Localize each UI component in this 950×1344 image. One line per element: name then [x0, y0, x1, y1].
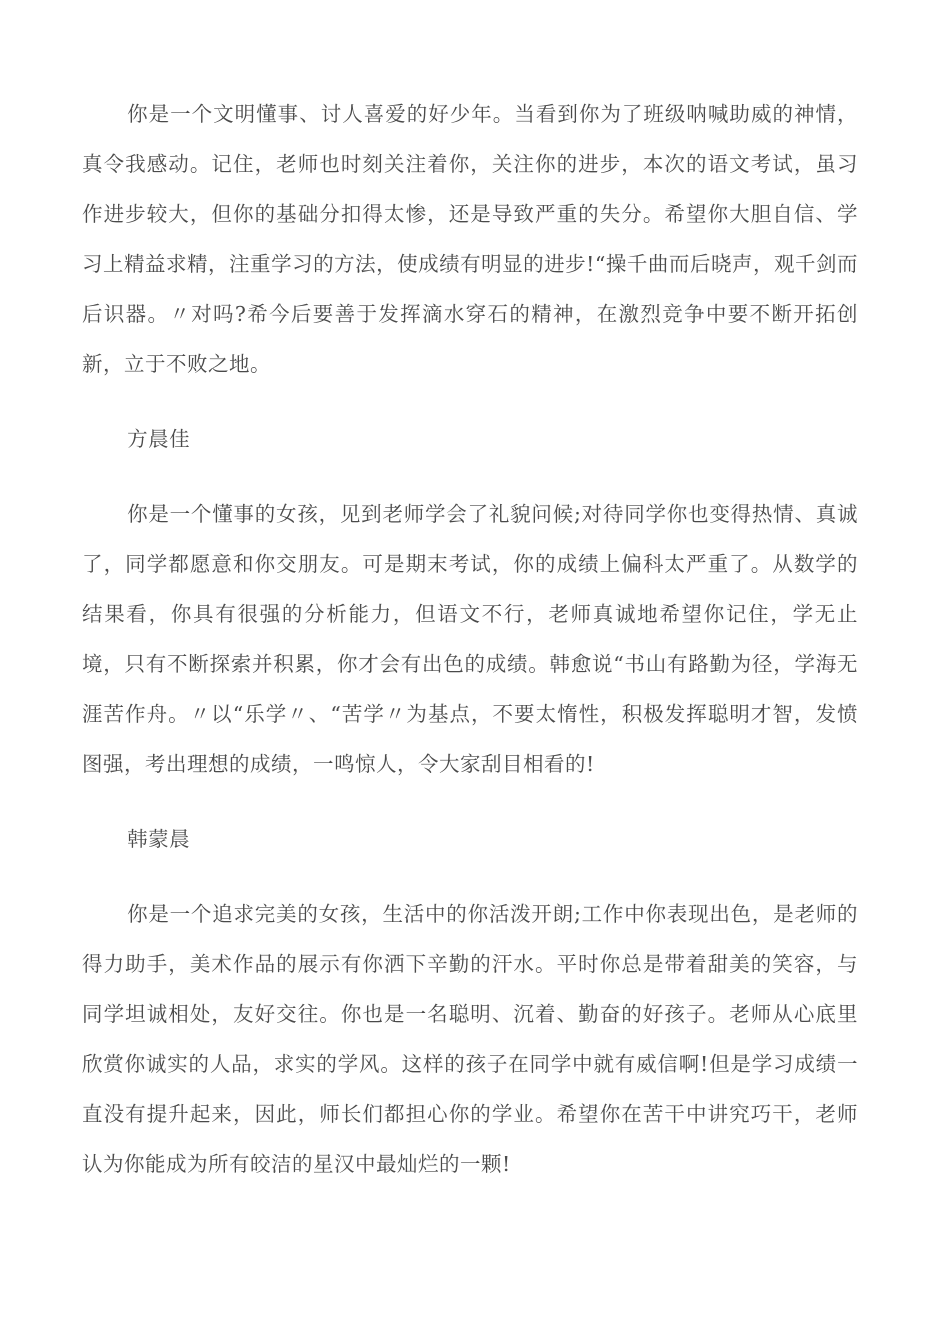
- comment-paragraph-3: 你是一个追求完美的女孩，生活中的你活泼开朗;工作中你表现出色，是老师的得力助手，美术作品的展示有你洒下辛勤的汗水。平时你总是带着甜美的笑容，与同学坦诚相处，友好交往。你也是一名聪明、沉着、勤奋的好孩子。老师从心底里欣赏你诚实的人品，求实的学风。这样的孩子在同学中就有威信啊!但是学习成绩一直没有提升起来，因此，师长们都担心你的学业。希望你在苦干中讲究巧干，老师认为你能成为所有皎洁的星汉中最灿烂的一颗!: [82, 902, 858, 1176]
- document-page: [82, 89, 858, 1189]
- paragraph-spacer: [82, 864, 858, 889]
- comment-paragraph-2: 你是一个懂事的女孩，见到老师学会了礼貌问候;对待同学你也变得热情、真诚了，同学都愿意和你交朋友。可是期末考试，你的成绩上偏科太严重了。从数学的结果看，你具有很强的分析能力，但语文不行，老师真诚地希望你记住，学无止境，只有不断探索并积累，你才会有出色的成绩。韩愈说“书山有路勤为径，学海无涯苦作舟。〃以“乐学〃、“苦学〃为基点，不要太惰性，积极发挥聪明才智，发愤图强，考出理想的成绩，一鸣惊人，令大家刮目相看的!: [82, 502, 858, 776]
- student-name-fang: 方晨佳: [127, 427, 191, 451]
- paragraph-spacer: [82, 389, 858, 414]
- paragraph-spacer: [82, 789, 858, 814]
- student-name-han: 韩蒙晨: [127, 827, 191, 851]
- comment-paragraph-1: 你是一个文明懂事、讨人喜爱的好少年。当看到你为了班级呐喊助威的神情，真令我感动。记住，老师也时刻关注着你，关注你的进步，本次的语文考试，虽习作进步较大，但你的基础分扣得太惨，还是导致严重的失分。希望你大胆自信、学习上精益求精，注重学习的方法，使成绩有明显的进步!“操千曲而后晓声，观千剑而后识器。〃对吗?希今后要善于发挥滴水穿石的精神，在激烈竞争中要不断开拓创新，立于不败之地。: [82, 102, 858, 376]
- paragraph-spacer: [82, 464, 858, 489]
